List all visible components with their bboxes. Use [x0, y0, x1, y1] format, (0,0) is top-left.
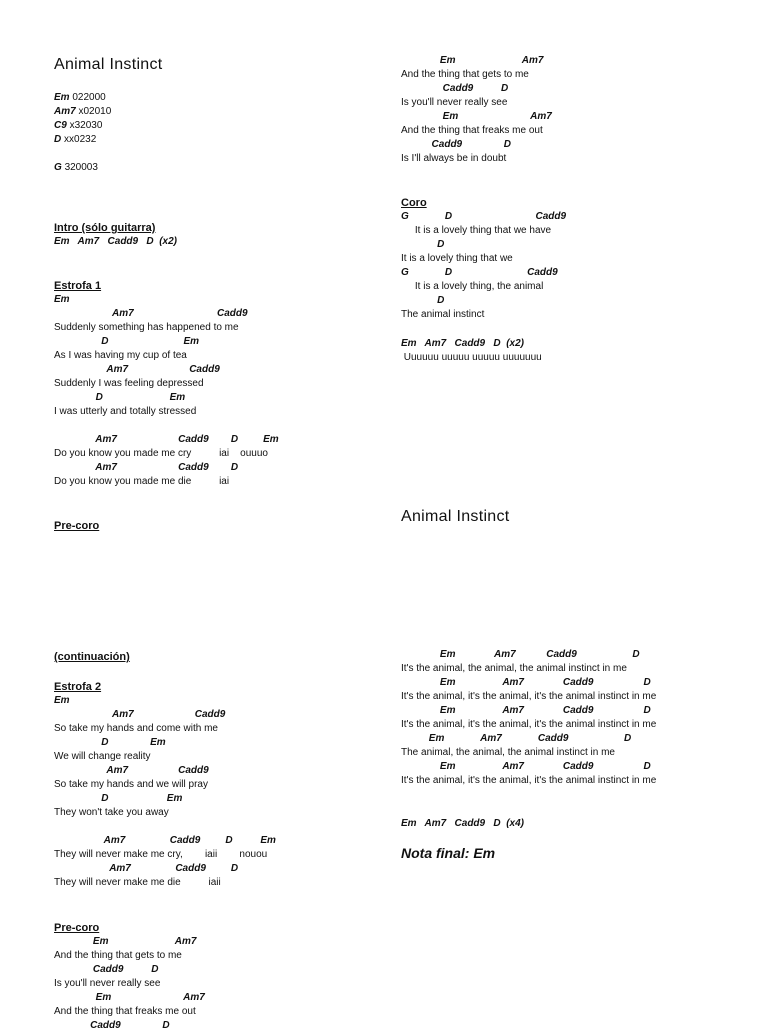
chord-line: G D Cadd9 — [401, 267, 558, 278]
coro-repeat-chords: Em Am7 Cadd9 D (x2) — [401, 338, 524, 349]
lyric-line: The animal instinct — [401, 309, 485, 320]
chord-line: Em Am7 Cadd9 D — [401, 649, 640, 660]
chord-line: Am7 Cadd9 D Em — [54, 434, 279, 445]
lyric-line: Suddenly I was feeling depressed — [54, 378, 204, 389]
lyric-line: And the thing that freaks me out — [54, 1006, 196, 1017]
lyric-line: It's the animal, it's the animal, it's the animal instinct in me — [401, 691, 657, 702]
tuning-em: Em 022000 — [54, 92, 106, 103]
chord-line: Em Am7 Cadd9 D — [401, 733, 632, 744]
chord-line: Em — [54, 695, 70, 706]
precoro1-heading: Pre-coro — [54, 520, 100, 532]
final-section-body — [401, 648, 656, 788]
coro-heading: Coro — [401, 197, 427, 209]
lyric-line: They will never make me die iaii — [54, 877, 221, 888]
estrofa1-heading: Estrofa 1 — [54, 280, 102, 292]
chord-line: Am7 Cadd9 D — [54, 863, 239, 874]
lyric-line: And the thing that gets to me — [54, 950, 182, 961]
lyric-line: And the thing that gets to me — [401, 69, 529, 80]
chord-line: Am7 Cadd9 — [54, 308, 248, 319]
lyric-line: And the thing that freaks me out — [401, 125, 543, 136]
chord-line: Am7 Cadd9 — [54, 765, 209, 776]
song-title-2: Animal Instinct — [401, 508, 510, 525]
coro-body — [401, 210, 566, 322]
lyric-line: Suddenly something has happened to me — [54, 322, 239, 333]
chord-line: Em Am7 Cadd9 D — [401, 705, 651, 716]
estrofa2-heading: Estrofa 2 — [54, 681, 102, 693]
lyric-line: Do you know you made me cry iai ouuuo — [54, 448, 268, 459]
chord-line: D — [401, 295, 445, 306]
lyric-line: The animal, the animal, the animal instinct in me — [401, 747, 615, 758]
chord-line: Em Am7 — [54, 936, 197, 947]
intro-heading: Intro (sólo guitarra) — [54, 222, 156, 234]
precoro2-body — [54, 935, 205, 1033]
chord-line: Em — [54, 294, 70, 305]
chord-line: Cadd9 D — [401, 83, 509, 94]
tuning-d: D xx0232 — [54, 134, 97, 145]
chord-line: Cadd9 D — [401, 139, 512, 150]
chord-tuning-list — [54, 91, 254, 175]
lyric-line — [54, 419, 279, 433]
coro-outro: Uuuuuu uuuuu uuuuu uuuuuuu — [401, 352, 542, 363]
precoro-continued-body — [401, 54, 552, 166]
precoro2-heading: Pre-coro — [54, 922, 100, 934]
lyric-line: We will change reality — [54, 751, 151, 762]
continuacion-heading: (continuación) — [54, 651, 130, 663]
chord-line: G D Cadd9 — [401, 211, 567, 222]
chord-line: Em Am7 Cadd9 D — [401, 677, 651, 688]
lyric-line: They will never make me cry, iaii nouou — [54, 849, 268, 860]
final-chords-x4: Em Am7 Cadd9 D (x4) — [401, 818, 524, 829]
chord-line: Em Am7 — [54, 992, 205, 1003]
lyric-line: They won't take you away — [54, 807, 169, 818]
chord-line: Em Am7 — [401, 111, 552, 122]
estrofa1-body — [54, 293, 279, 489]
lyric-line: So take my hands and we will pray — [54, 779, 208, 790]
chord-line: Am7 Cadd9 — [54, 709, 226, 720]
chord-line: Am7 Cadd9 — [54, 364, 220, 375]
lyric-line: I was utterly and totally stressed — [54, 406, 197, 417]
lyric-line: Is I'll always be in doubt — [401, 153, 507, 164]
chord-line: Am7 Cadd9 D — [54, 462, 239, 473]
tuning-g: G 320003 — [54, 162, 98, 173]
song-title: Animal Instinct — [54, 56, 163, 73]
chord-line: Am7 Cadd9 D Em — [54, 835, 276, 846]
chord-line: D Em — [54, 392, 186, 403]
lyric-line: It is a lovely thing, the animal — [401, 281, 544, 292]
chord-line: D — [401, 239, 445, 250]
chord-line: D Em — [54, 793, 183, 804]
chord-line: Cadd9 D — [54, 964, 159, 975]
lyric-line: It's the animal, it's the animal, it's the animal instinct in me — [401, 719, 657, 730]
lyric-line: So take my hands and come with me — [54, 723, 218, 734]
nota-final: Nota final: Em — [401, 845, 496, 861]
lyric-line: Do you know you made me die iai — [54, 476, 230, 487]
chord-line: Cadd9 D — [54, 1020, 170, 1031]
chord-line: D Em — [54, 737, 166, 748]
lyric-line — [54, 820, 276, 834]
chord-line: Em Am7 — [401, 55, 544, 66]
intro-chords: Em Am7 Cadd9 D (x2) — [54, 236, 177, 247]
lyric-line: Is you'll never really see — [401, 97, 508, 108]
lyric-line: It is a lovely thing that we — [401, 253, 513, 264]
lyric-line: As I was having my cup of tea — [54, 350, 187, 361]
tuning-c9: C9 x32030 — [54, 120, 103, 131]
chord-line: Em Am7 Cadd9 D — [401, 761, 651, 772]
chord-line: D Em — [54, 336, 200, 347]
lyric-line: It's the animal, it's the animal, it's the animal instinct in me — [401, 775, 657, 786]
lyric-line: Is you'll never really see — [54, 978, 161, 989]
estrofa2-body — [54, 694, 276, 890]
lyric-line: It is a lovely thing that we have — [401, 225, 552, 236]
tuning-am7: Am7 x02010 — [54, 106, 112, 117]
lyric-line: It's the animal, the animal, the animal instinct in me — [401, 663, 627, 674]
